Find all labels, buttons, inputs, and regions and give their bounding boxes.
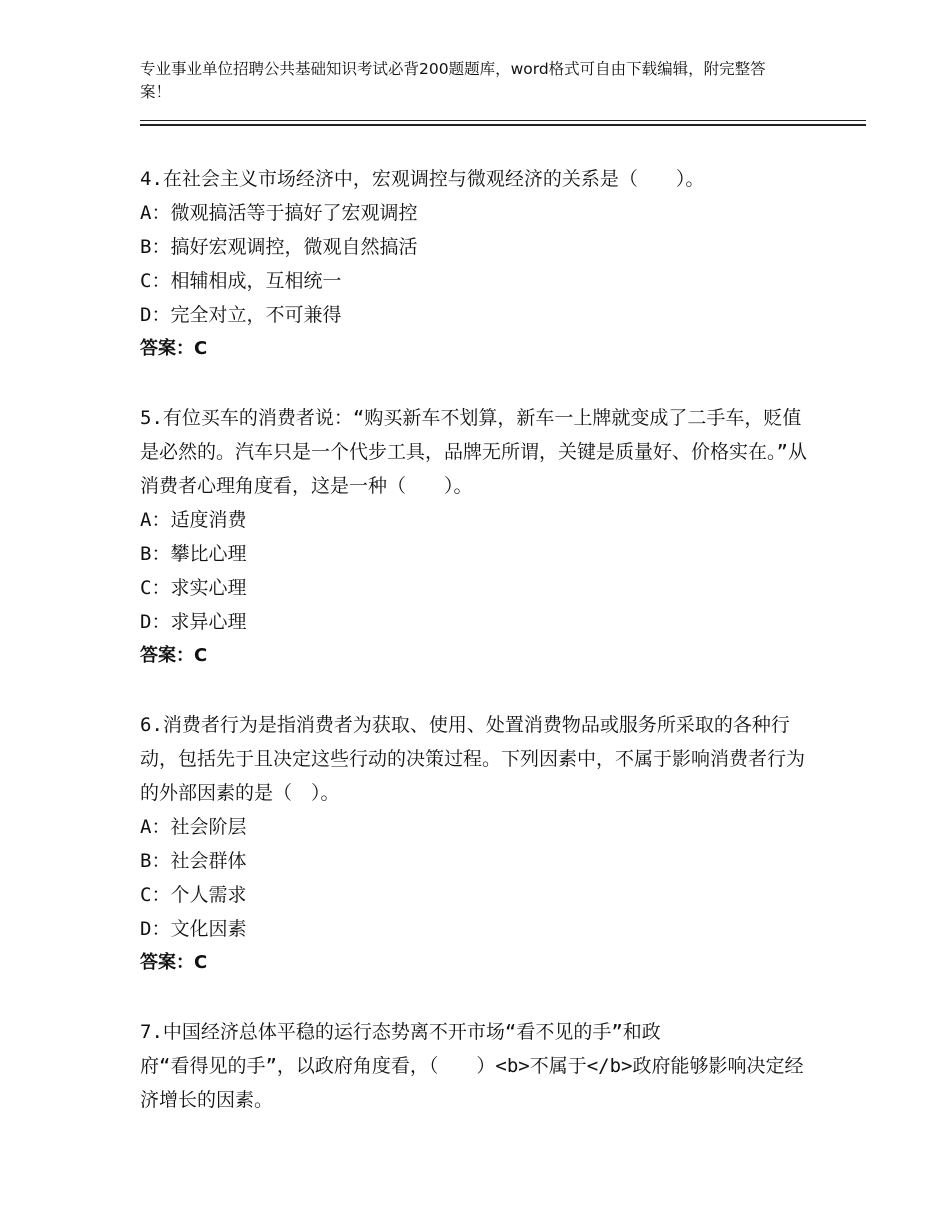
option-c: C：相辅相成，互相统一 (140, 270, 342, 292)
option-c: C：个人需求 (140, 884, 247, 906)
option-b: B：攀比心理 (140, 543, 247, 565)
question-text: 4.在社会主义市场经济中，宏观调控与微观经济的关系是（ ）。 (140, 168, 705, 190)
question-4 (140, 162, 820, 366)
option-d: D：完全对立，不可兼得 (140, 304, 342, 326)
question-text: 6.消费者行为是指消费者为获取、使用、处置消费物品或服务所采取的各种行动，包括先于且决定这些行动的决策过程。下列因素中，不属于影响消费者行为的外部因素的是（ ）。 (140, 714, 806, 804)
option-a: A：适度消费 (140, 509, 247, 531)
option-a: A：社会阶层 (140, 816, 247, 838)
option-b: B：社会群体 (140, 850, 247, 872)
answer-label: 答案：C (140, 645, 208, 666)
header-divider-thick (140, 124, 866, 126)
question-5 (140, 401, 820, 673)
answer-label: 答案：C (140, 338, 208, 359)
option-b: B：搞好宏观调控，微观自然搞活 (140, 236, 418, 258)
header-divider-thin (140, 120, 866, 121)
option-d: D：文化因素 (140, 918, 247, 940)
question-list (140, 162, 820, 1152)
question-text: 7.中国经济总体平稳的运行态势离不开市场“看不见的手”和政 府“看得见的手”，以政府角度看，（ ）<b>不属于</b>政府能够影响决定经济增长的因素。 (140, 1021, 804, 1111)
option-d: D：求异心理 (140, 611, 247, 633)
question-7 (140, 1015, 820, 1117)
option-a: A：微观搞活等于搞好了宏观调控 (140, 202, 418, 224)
option-c: C：求实心理 (140, 577, 247, 599)
question-text: 5.有位买车的消费者说：“购买新车不划算，新车一上牌就变成了二手车，贬值是必然的。汽车只是一个代步工具，品牌无所谓，关键是质量好、价格实在。”从消费者心理角度看，这是一种（ ）。 (140, 407, 807, 497)
document-header: 专业事业单位招聘公共基础知识考试必背200题题库，word格式可自由下载编辑，附完整答案！ (140, 60, 766, 101)
answer-label: 答案：C (140, 952, 208, 973)
question-6 (140, 708, 820, 980)
